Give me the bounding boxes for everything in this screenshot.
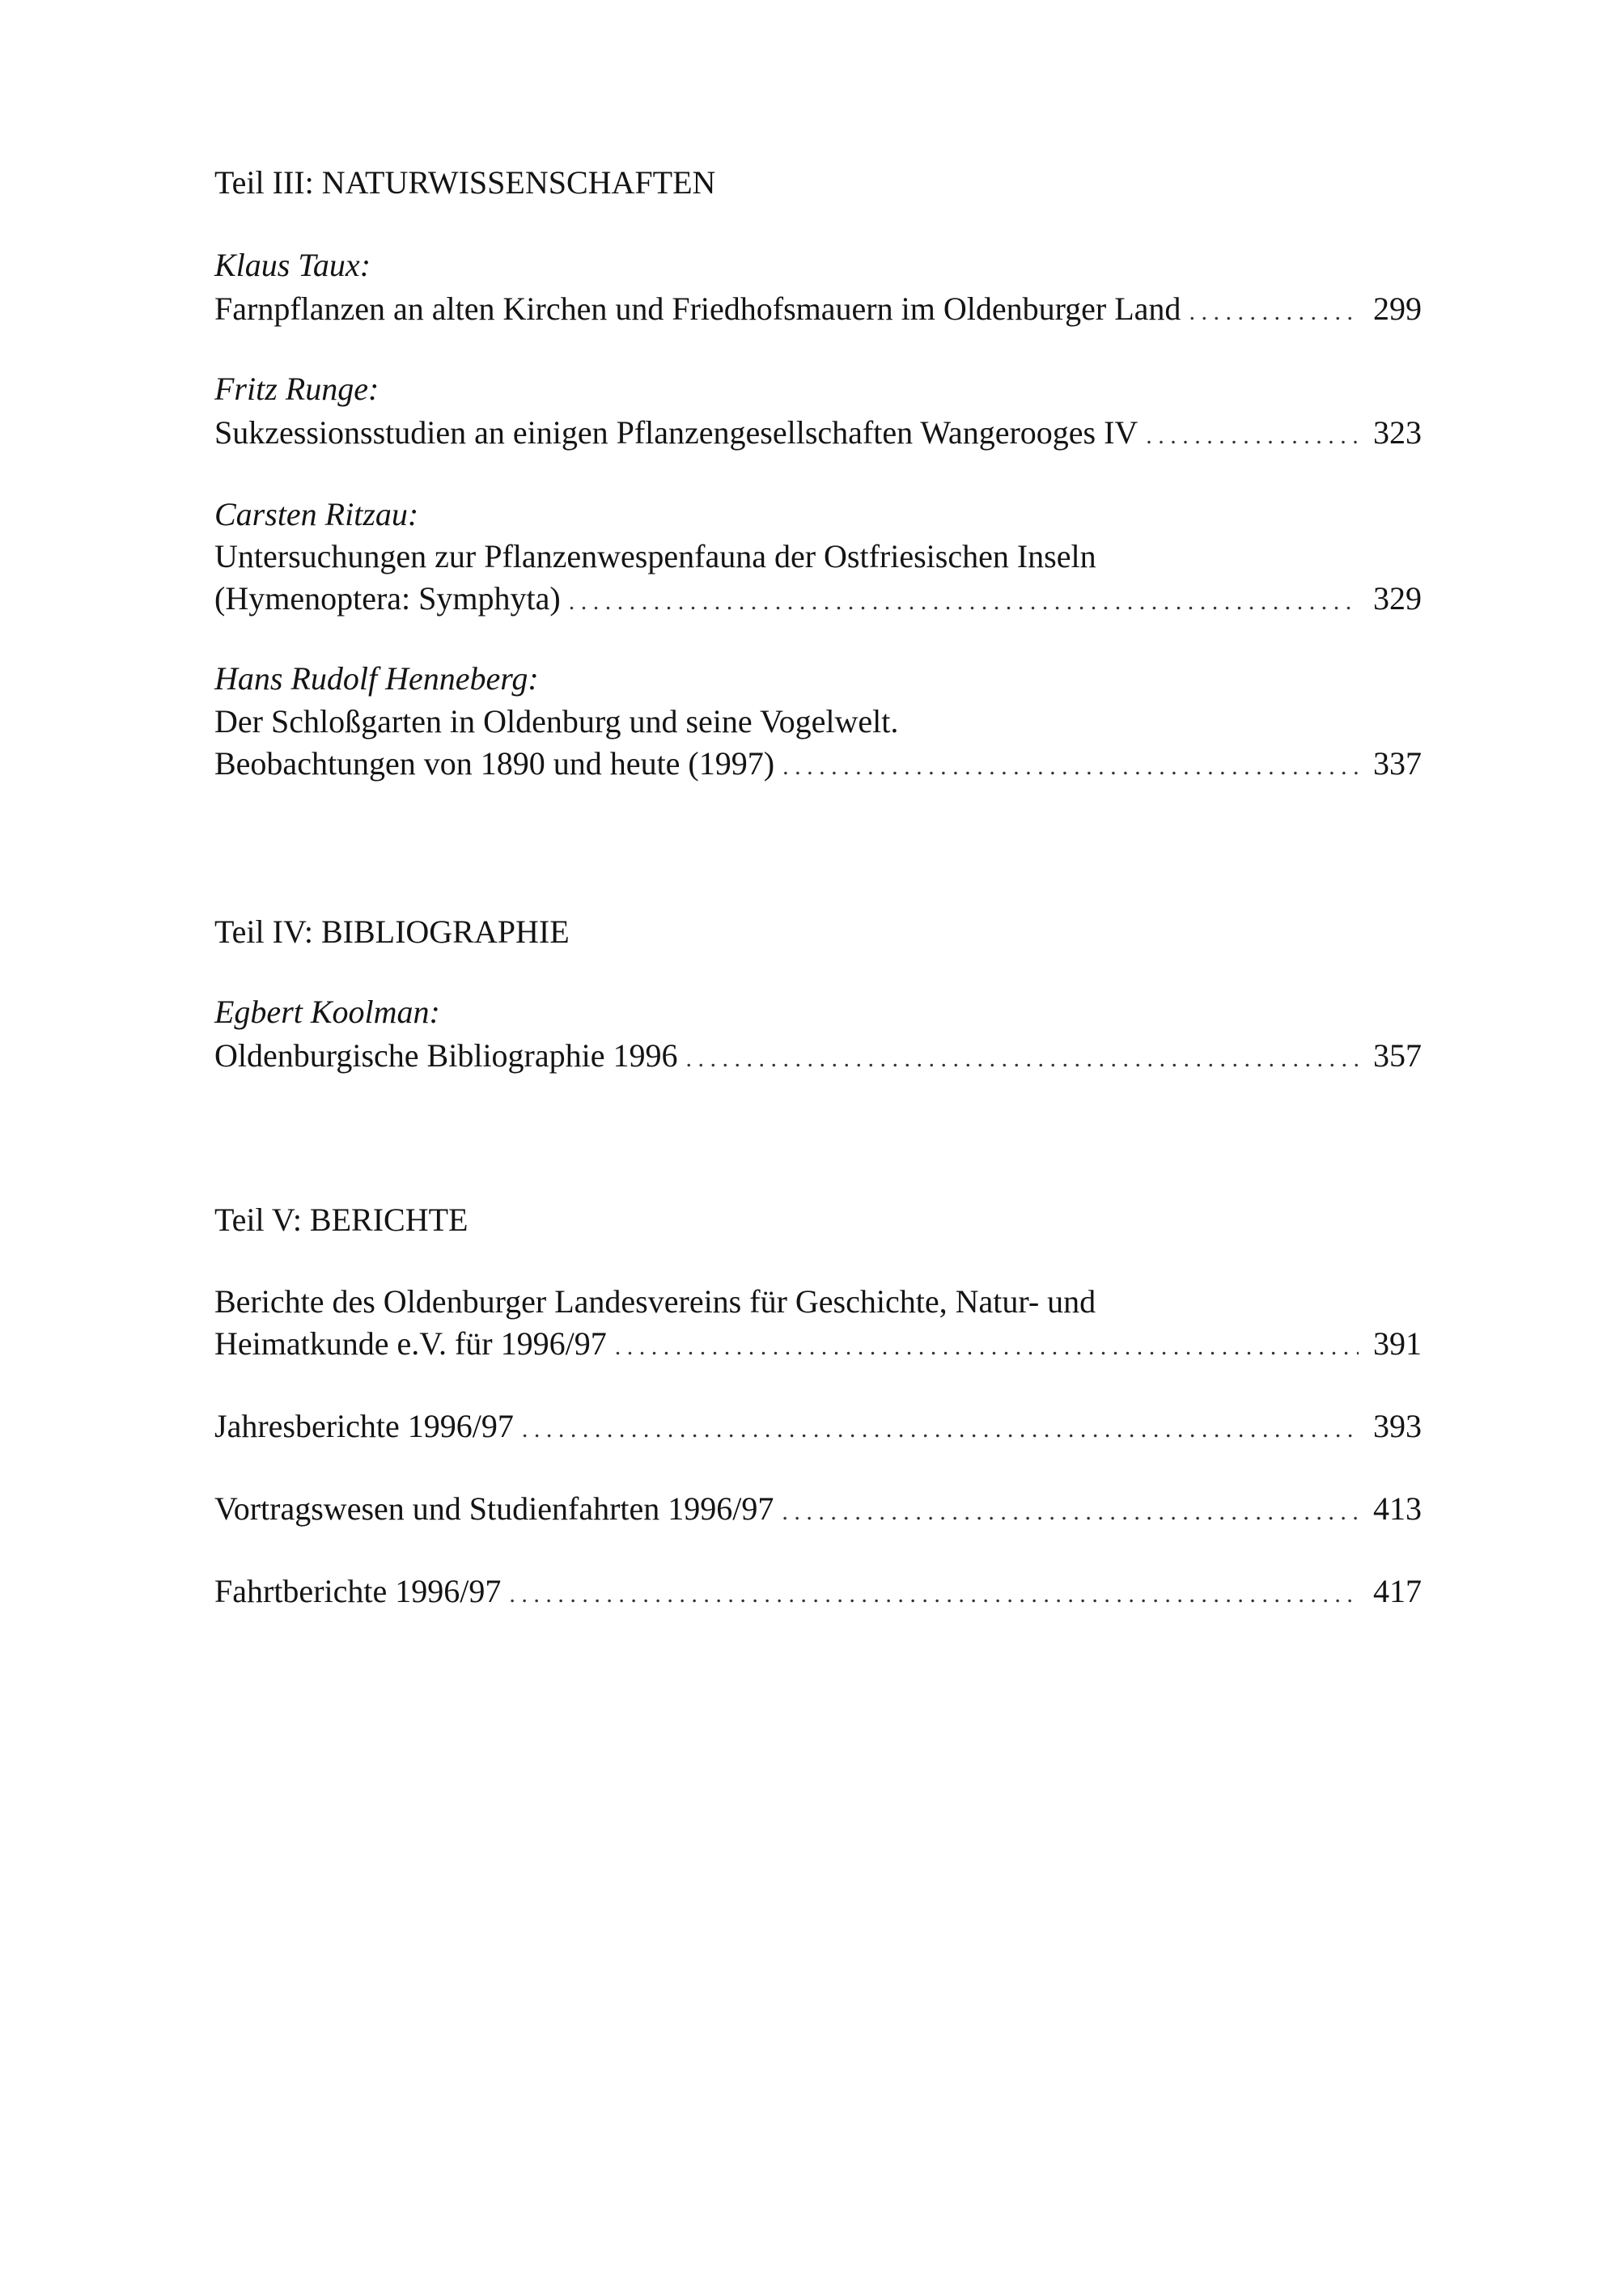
toc-entry[interactable] <box>214 1325 1422 1363</box>
dot-leader <box>782 748 1359 786</box>
page-number: 329 <box>1373 580 1422 617</box>
page-number: 323 <box>1373 414 1422 451</box>
dot-leader <box>615 1328 1359 1367</box>
dot-leader <box>686 1040 1359 1079</box>
entry-author: Carsten Ritzau: <box>214 496 419 532</box>
entry-title: Beobachtungen von 1890 und heute (1997) <box>214 745 775 782</box>
dot-leader <box>509 1575 1359 1614</box>
entry-title: Farnpflanzen an alten Kirchen und Friedhofsmauern im Oldenburger Land <box>214 290 1181 327</box>
toc-entry[interactable] <box>214 413 1422 452</box>
toc-entry[interactable] <box>214 1036 1422 1075</box>
section-heading-teil-iii: Teil III: NATURWISSENSCHAFTEN <box>214 164 716 201</box>
section-heading-teil-v: Teil V: BERICHTE <box>214 1202 469 1238</box>
toc-entry[interactable] <box>214 290 1422 328</box>
toc-entry[interactable] <box>214 1490 1422 1528</box>
entry-title-line: Berichte des Oldenburger Landesvereins für Geschichte, Natur- und <box>214 1283 1096 1320</box>
page-number: 357 <box>1373 1037 1422 1074</box>
page-number: 299 <box>1373 290 1422 327</box>
entry-title: Vortragswesen und Studienfahrten 1996/97 <box>214 1490 774 1527</box>
entry-author: Klaus Taux: <box>214 247 371 283</box>
toc-entry[interactable] <box>214 744 1422 783</box>
dot-leader <box>1189 293 1359 332</box>
entry-author: Egbert Koolman: <box>214 994 440 1030</box>
toc-entry[interactable] <box>214 1407 1422 1446</box>
dot-leader <box>782 1493 1359 1532</box>
page-number: 337 <box>1373 745 1422 782</box>
section-heading-teil-iv: Teil IV: BIBLIOGRAPHIE <box>214 913 570 950</box>
toc-entry[interactable] <box>214 579 1422 618</box>
page-number: 417 <box>1373 1573 1422 1609</box>
entry-title-line: Untersuchungen zur Pflanzenwespenfauna der Ostfriesischen Inseln <box>214 538 1096 574</box>
entry-title: Fahrtberichte 1996/97 <box>214 1573 502 1609</box>
page-number: 413 <box>1373 1490 1422 1527</box>
entry-title-line: Der Schloßgarten in Oldenburg und seine Vogelwelt. <box>214 703 899 740</box>
entry-author: Hans Rudolf Henneberg: <box>214 660 539 697</box>
toc-entry[interactable] <box>214 1572 1422 1611</box>
dot-leader <box>1146 417 1359 456</box>
entry-author: Fritz Runge: <box>214 371 379 407</box>
table-of-contents-page <box>214 0 1422 2293</box>
entry-title: Heimatkunde e.V. für 1996/97 <box>214 1325 607 1362</box>
dot-leader <box>569 583 1359 621</box>
entry-title: Sukzessionsstudien an einigen Pflanzengesellschaften Wangerooges IV <box>214 414 1138 451</box>
entry-title: Oldenburgische Bibliographie 1996 <box>214 1037 678 1074</box>
page-number: 393 <box>1373 1408 1422 1444</box>
entry-title: (Hymenoptera: Symphyta) <box>214 580 561 617</box>
page-number: 391 <box>1373 1325 1422 1362</box>
dot-leader <box>522 1410 1359 1449</box>
entry-title: Jahresberichte 1996/97 <box>214 1408 514 1444</box>
